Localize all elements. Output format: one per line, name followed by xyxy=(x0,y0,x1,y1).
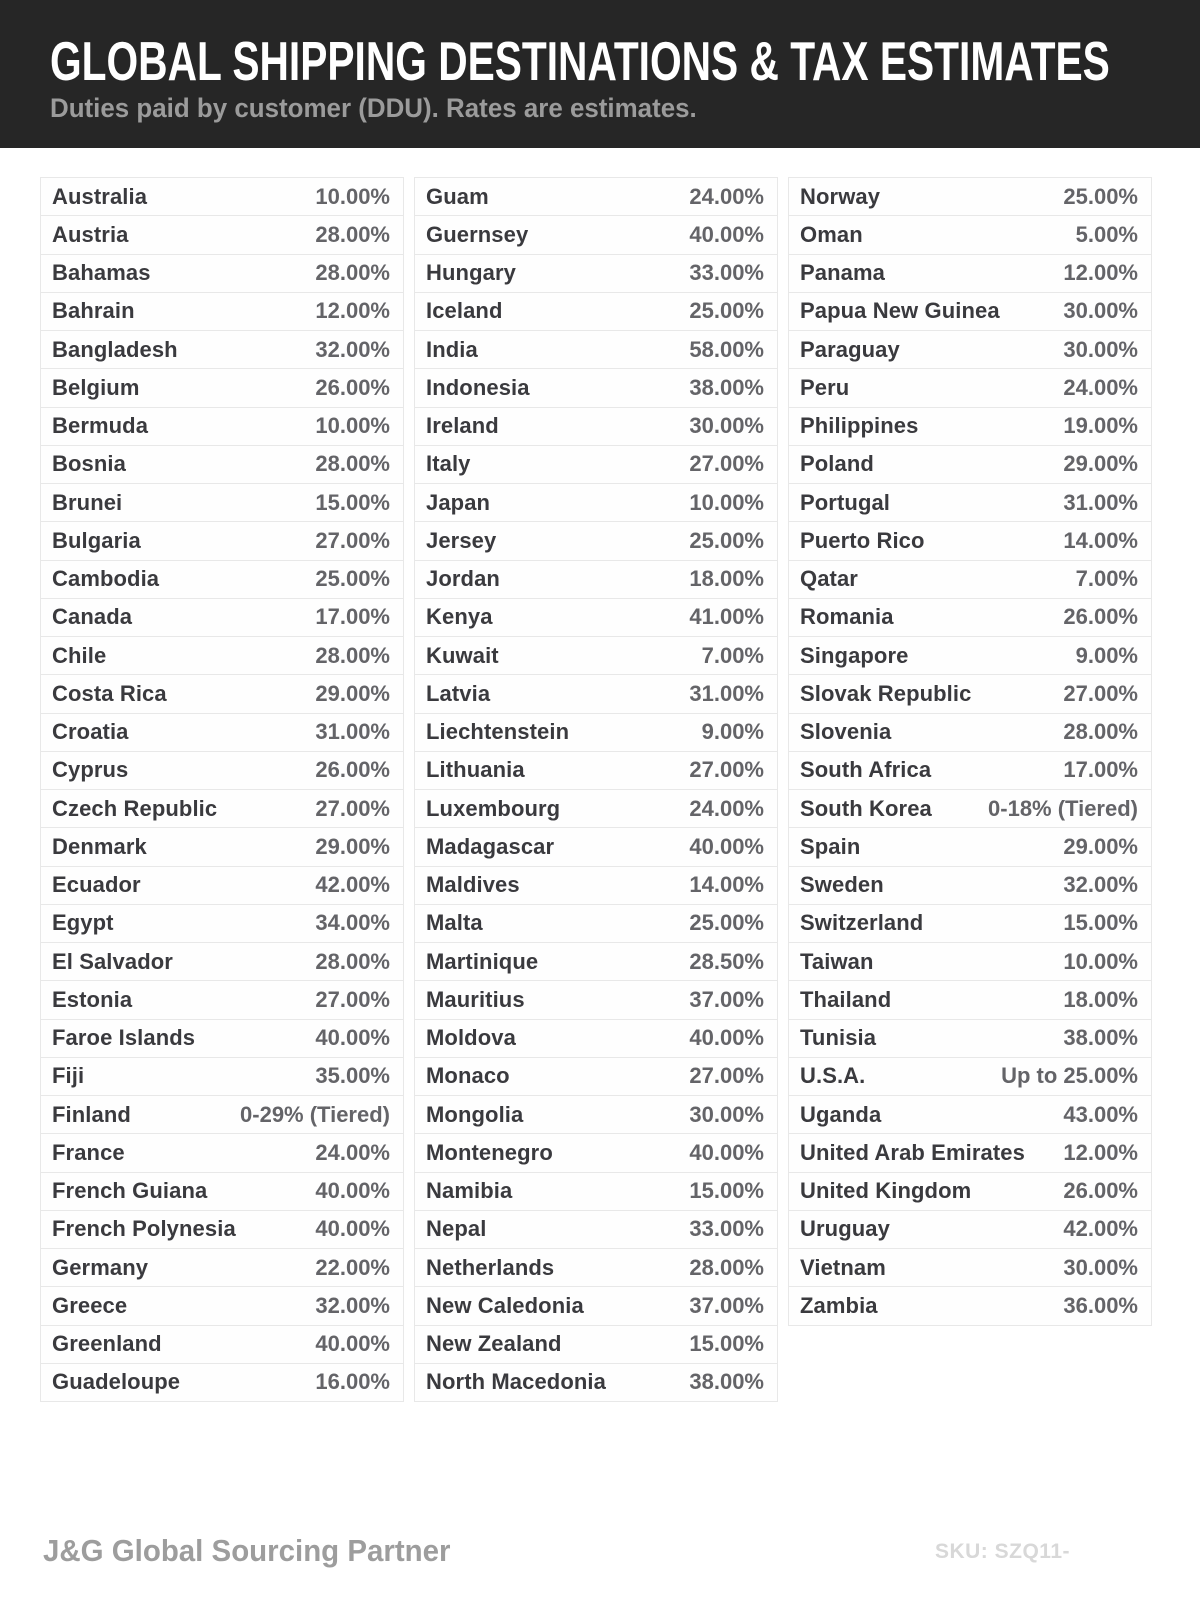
country-name: North Macedonia xyxy=(426,1369,606,1395)
country-name: Japan xyxy=(426,489,491,515)
country-name: Netherlands xyxy=(426,1254,555,1280)
sku-label: SKU: SZQ11- xyxy=(934,1540,1070,1563)
country-name: Switzerland xyxy=(800,910,924,936)
rates-column-2 xyxy=(414,177,778,1402)
tax-rate: 33.00% xyxy=(689,260,764,286)
country-name: Czech Republic xyxy=(52,795,218,821)
country-name: Romania xyxy=(800,604,894,630)
country-name: Tunisia xyxy=(800,1025,877,1051)
table-row xyxy=(788,1172,1152,1211)
tax-rate: 24.00% xyxy=(315,1139,390,1165)
table-row xyxy=(414,521,778,560)
table-row xyxy=(414,866,778,905)
country-name: Vietnam xyxy=(800,1254,886,1280)
table-row xyxy=(40,177,404,216)
country-name: Thailand xyxy=(800,986,892,1012)
tax-rate: 27.00% xyxy=(689,757,764,783)
table-row xyxy=(40,980,404,1019)
table-row xyxy=(414,483,778,522)
tax-rate: 24.00% xyxy=(1063,374,1138,400)
table-row xyxy=(788,866,1152,905)
brand-name: J&G Global Sourcing Partner xyxy=(43,1533,451,1568)
table-row xyxy=(414,1325,778,1364)
country-name: Guadeloupe xyxy=(52,1369,181,1395)
table-row xyxy=(414,751,778,790)
tax-rate: 28.50% xyxy=(689,948,764,974)
country-name: United Kingdom xyxy=(800,1178,972,1204)
country-name: Costa Rica xyxy=(52,680,167,706)
tax-rate: 40.00% xyxy=(315,1178,390,1204)
tax-rate: 19.00% xyxy=(1063,413,1138,439)
table-row xyxy=(40,254,404,293)
tax-rate: 38.00% xyxy=(1063,1025,1138,1051)
table-row xyxy=(788,330,1152,369)
country-name: Zambia xyxy=(800,1292,878,1318)
table-row xyxy=(788,407,1152,446)
country-name: Italy xyxy=(426,451,471,477)
table-row xyxy=(414,1019,778,1058)
tax-rate: 14.00% xyxy=(1063,527,1138,553)
table-row xyxy=(414,1286,778,1325)
table-row xyxy=(414,330,778,369)
country-name: Slovak Republic xyxy=(800,680,972,706)
table-row xyxy=(788,598,1152,637)
table-row xyxy=(414,1210,778,1249)
country-name: Bermuda xyxy=(52,413,149,439)
tax-rate: 32.00% xyxy=(315,336,390,362)
country-name: Kenya xyxy=(426,604,493,630)
table-row xyxy=(788,1019,1152,1058)
tax-rate: 42.00% xyxy=(1063,1216,1138,1242)
tax-rate: 30.00% xyxy=(689,1101,764,1127)
country-name: Poland xyxy=(800,451,874,477)
country-name: Peru xyxy=(800,374,850,400)
tax-rate: 30.00% xyxy=(1063,298,1138,324)
table-row xyxy=(40,1325,404,1364)
country-name: Lithuania xyxy=(426,757,525,783)
tax-rate: 12.00% xyxy=(1063,260,1138,286)
country-name: South Africa xyxy=(800,757,932,783)
table-row xyxy=(40,1133,404,1172)
table-row xyxy=(414,445,778,484)
country-name: Jersey xyxy=(426,527,497,553)
table-row xyxy=(414,215,778,254)
rates-column-3 xyxy=(788,177,1152,1402)
country-name: Uruguay xyxy=(800,1216,890,1242)
tax-rate: 30.00% xyxy=(1063,336,1138,362)
tax-rate: 38.00% xyxy=(689,374,764,400)
tax-rate: 33.00% xyxy=(689,1216,764,1242)
tax-rate: 29.00% xyxy=(1063,451,1138,477)
country-name: New Caledonia xyxy=(426,1292,584,1318)
table-row xyxy=(788,751,1152,790)
tax-rate: 31.00% xyxy=(1063,489,1138,515)
country-name: Luxembourg xyxy=(426,795,561,821)
tax-rate: 28.00% xyxy=(1063,719,1138,745)
tax-rate: 40.00% xyxy=(315,1331,390,1357)
country-name: Guernsey xyxy=(426,221,529,247)
table-row xyxy=(40,368,404,407)
tax-rate: 40.00% xyxy=(315,1216,390,1242)
country-name: Cambodia xyxy=(52,566,160,592)
table-row xyxy=(788,1286,1152,1325)
table-row xyxy=(788,1057,1152,1096)
tax-rate: 37.00% xyxy=(689,1292,764,1318)
country-name: Ecuador xyxy=(52,872,141,898)
table-row xyxy=(414,980,778,1019)
country-name: Oman xyxy=(800,221,863,247)
tax-rate: 35.00% xyxy=(315,1063,390,1089)
table-row xyxy=(788,827,1152,866)
country-name: Bahrain xyxy=(52,298,135,324)
country-name: Kuwait xyxy=(426,642,499,668)
tax-rate: 15.00% xyxy=(689,1178,764,1204)
country-name: Ireland xyxy=(426,413,499,439)
country-name: Austria xyxy=(52,221,129,247)
country-name: South Korea xyxy=(800,795,932,821)
table-row xyxy=(40,598,404,637)
country-name: Canada xyxy=(52,604,133,630)
tax-rate: 28.00% xyxy=(315,221,390,247)
table-row xyxy=(788,177,1152,216)
country-name: Malta xyxy=(426,910,483,936)
tax-rate: 9.00% xyxy=(1075,642,1138,668)
table-row xyxy=(788,521,1152,560)
table-row xyxy=(788,636,1152,675)
table-row xyxy=(40,560,404,599)
table-row xyxy=(414,674,778,713)
tax-rate: 30.00% xyxy=(1063,1254,1138,1280)
country-name: Sweden xyxy=(800,872,884,898)
table-row xyxy=(414,1095,778,1134)
country-name: Australia xyxy=(52,183,148,209)
country-name: Greenland xyxy=(52,1331,162,1357)
tax-rate: 25.00% xyxy=(689,298,764,324)
table-row xyxy=(40,713,404,752)
country-name: French Polynesia xyxy=(52,1216,236,1242)
tax-rate: 15.00% xyxy=(315,489,390,515)
tax-rate: 58.00% xyxy=(689,336,764,362)
tax-rate: 27.00% xyxy=(689,451,764,477)
country-name: Qatar xyxy=(800,566,858,592)
tax-rate: 16.00% xyxy=(315,1369,390,1395)
tax-rate: 31.00% xyxy=(315,719,390,745)
country-name: U.S.A. xyxy=(800,1063,866,1089)
tax-rate: 15.00% xyxy=(689,1331,764,1357)
tax-rate: 41.00% xyxy=(689,604,764,630)
table-row xyxy=(788,980,1152,1019)
tax-rate: 28.00% xyxy=(315,642,390,668)
tax-rate: 17.00% xyxy=(1063,757,1138,783)
table-row xyxy=(788,674,1152,713)
tax-rate: 26.00% xyxy=(1063,1178,1138,1204)
table-row xyxy=(40,789,404,828)
tax-rate: 40.00% xyxy=(315,1025,390,1051)
table-row xyxy=(788,483,1152,522)
tax-rate: 28.00% xyxy=(315,948,390,974)
tax-rate: 37.00% xyxy=(689,986,764,1012)
table-row xyxy=(414,827,778,866)
country-name: El Salvador xyxy=(52,948,173,974)
country-name: Brunei xyxy=(52,489,123,515)
country-name: Spain xyxy=(800,833,861,859)
country-name: Nepal xyxy=(426,1216,487,1242)
table-row xyxy=(788,904,1152,943)
table-row xyxy=(40,483,404,522)
tax-rate: 5.00% xyxy=(1075,221,1138,247)
tax-rate: 32.00% xyxy=(315,1292,390,1318)
tax-rate: 28.00% xyxy=(315,451,390,477)
tax-rate: Up to 25.00% xyxy=(1001,1063,1138,1089)
tax-rate: 29.00% xyxy=(315,680,390,706)
tax-rate: 40.00% xyxy=(689,1139,764,1165)
tax-rate: 34.00% xyxy=(315,910,390,936)
tax-rate: 7.00% xyxy=(701,642,764,668)
table-row xyxy=(40,674,404,713)
tax-rate: 10.00% xyxy=(689,489,764,515)
country-name: Finland xyxy=(52,1101,131,1127)
table-row xyxy=(40,751,404,790)
table-row xyxy=(40,942,404,981)
table-row xyxy=(414,789,778,828)
country-name: Puerto Rico xyxy=(800,527,925,553)
tax-rate: 0-29% (Tiered) xyxy=(240,1101,390,1127)
country-name: Panama xyxy=(800,260,885,286)
tax-rate: 14.00% xyxy=(689,872,764,898)
country-name: Croatia xyxy=(52,719,129,745)
country-name: Bangladesh xyxy=(52,336,178,362)
tax-rate: 12.00% xyxy=(1063,1139,1138,1165)
country-name: Maldives xyxy=(426,872,520,898)
table-row xyxy=(788,215,1152,254)
tax-rate: 18.00% xyxy=(1063,986,1138,1012)
tax-rate: 22.00% xyxy=(315,1254,390,1280)
table-row xyxy=(414,177,778,216)
country-name: Cyprus xyxy=(52,757,129,783)
country-name: Bahamas xyxy=(52,260,151,286)
tax-rate: 40.00% xyxy=(689,221,764,247)
table-row xyxy=(788,713,1152,752)
table-row xyxy=(40,866,404,905)
table-row xyxy=(788,254,1152,293)
tax-rates-table xyxy=(0,148,1200,1402)
tax-rate: 24.00% xyxy=(689,795,764,821)
page-subtitle: Duties paid by customer (DDU). Rates are estimates. xyxy=(50,93,697,123)
tax-rate: 25.00% xyxy=(1063,183,1138,209)
country-name: Indonesia xyxy=(426,374,530,400)
table-row xyxy=(40,1248,404,1287)
country-name: Philippines xyxy=(800,413,919,439)
tax-rate: 42.00% xyxy=(315,872,390,898)
tax-rate: 18.00% xyxy=(689,566,764,592)
table-row xyxy=(788,1248,1152,1287)
country-name: Mongolia xyxy=(426,1101,524,1127)
tax-rate: 26.00% xyxy=(1063,604,1138,630)
tax-rate: 15.00% xyxy=(1063,910,1138,936)
tax-rate: 26.00% xyxy=(315,757,390,783)
tax-rate: 30.00% xyxy=(689,413,764,439)
tax-rate: 25.00% xyxy=(315,566,390,592)
country-name: Moldova xyxy=(426,1025,516,1051)
tax-rate: 38.00% xyxy=(689,1369,764,1395)
table-row xyxy=(788,445,1152,484)
tax-rate: 28.00% xyxy=(315,260,390,286)
tax-rate: 29.00% xyxy=(1063,833,1138,859)
table-row xyxy=(40,1019,404,1058)
country-name: Mauritius xyxy=(426,986,525,1012)
tax-rate: 9.00% xyxy=(701,719,764,745)
country-name: Uganda xyxy=(800,1101,882,1127)
tax-rate: 28.00% xyxy=(689,1254,764,1280)
tax-rate: 27.00% xyxy=(315,527,390,553)
tax-rate: 27.00% xyxy=(315,986,390,1012)
country-name: Iceland xyxy=(426,298,503,324)
table-row xyxy=(788,789,1152,828)
country-name: Egypt xyxy=(52,910,114,936)
table-row xyxy=(40,521,404,560)
country-name: Germany xyxy=(52,1254,149,1280)
table-row xyxy=(414,560,778,599)
country-name: Bosnia xyxy=(52,451,126,477)
table-row xyxy=(40,1095,404,1134)
country-name: Martinique xyxy=(426,948,539,974)
header-banner xyxy=(0,0,1200,148)
country-name: India xyxy=(426,336,478,362)
table-row xyxy=(414,368,778,407)
tax-rate: 40.00% xyxy=(689,833,764,859)
country-name: Estonia xyxy=(52,986,133,1012)
tax-rate: 32.00% xyxy=(1063,872,1138,898)
country-name: Montenegro xyxy=(426,1139,553,1165)
table-row xyxy=(414,292,778,331)
table-row xyxy=(40,1286,404,1325)
table-row xyxy=(414,942,778,981)
table-row xyxy=(788,368,1152,407)
country-name: Norway xyxy=(800,183,881,209)
tax-rate: 40.00% xyxy=(689,1025,764,1051)
country-name: Namibia xyxy=(426,1178,513,1204)
table-row xyxy=(40,445,404,484)
table-row xyxy=(40,215,404,254)
country-name: Guam xyxy=(426,183,489,209)
tax-rate: 7.00% xyxy=(1075,566,1138,592)
tax-rate: 26.00% xyxy=(315,374,390,400)
table-row xyxy=(414,713,778,752)
table-row xyxy=(788,292,1152,331)
rates-column-1 xyxy=(40,177,404,1402)
table-row xyxy=(414,1057,778,1096)
tax-rate: 17.00% xyxy=(315,604,390,630)
tax-rate: 10.00% xyxy=(315,413,390,439)
table-row xyxy=(40,1363,404,1402)
country-name: French Guiana xyxy=(52,1178,208,1204)
tax-rate: 12.00% xyxy=(315,298,390,324)
country-name: Paraguay xyxy=(800,336,900,362)
country-name: Fiji xyxy=(52,1063,85,1089)
table-row xyxy=(788,1133,1152,1172)
country-name: Latvia xyxy=(426,680,491,706)
table-row xyxy=(40,1210,404,1249)
table-row xyxy=(40,407,404,446)
table-row xyxy=(40,292,404,331)
table-row xyxy=(788,560,1152,599)
table-row xyxy=(414,904,778,943)
country-name: Jordan xyxy=(426,566,500,592)
country-name: Faroe Islands xyxy=(52,1025,196,1051)
tax-rate: 25.00% xyxy=(689,527,764,553)
table-row xyxy=(414,598,778,637)
tax-rate: 43.00% xyxy=(1063,1101,1138,1127)
table-row xyxy=(414,254,778,293)
table-row xyxy=(788,942,1152,981)
tax-rate: 29.00% xyxy=(315,833,390,859)
country-name: Taiwan xyxy=(800,948,874,974)
country-name: France xyxy=(52,1139,125,1165)
table-row xyxy=(40,330,404,369)
table-row xyxy=(40,904,404,943)
table-row xyxy=(40,636,404,675)
tax-rate: 10.00% xyxy=(315,183,390,209)
table-row xyxy=(414,636,778,675)
tax-rate: 10.00% xyxy=(1063,948,1138,974)
table-row xyxy=(414,407,778,446)
country-name: Denmark xyxy=(52,833,147,859)
country-name: Greece xyxy=(52,1292,128,1318)
country-name: Hungary xyxy=(426,260,516,286)
table-row xyxy=(788,1095,1152,1134)
tax-rate: 31.00% xyxy=(689,680,764,706)
table-row xyxy=(40,827,404,866)
tax-rate: 25.00% xyxy=(689,910,764,936)
table-row xyxy=(40,1172,404,1211)
country-name: Slovenia xyxy=(800,719,892,745)
country-name: Portugal xyxy=(800,489,891,515)
country-name: Belgium xyxy=(52,374,140,400)
tax-rate: 24.00% xyxy=(689,183,764,209)
country-name: Papua New Guinea xyxy=(800,298,1000,324)
page-title: GLOBAL SHIPPING DESTINATIONS & TAX ESTIMATES xyxy=(50,30,1110,92)
tax-rate: 27.00% xyxy=(315,795,390,821)
country-name: United Arab Emirates xyxy=(800,1139,1025,1165)
table-row xyxy=(788,1210,1152,1249)
country-name: Singapore xyxy=(800,642,909,668)
tax-rate: 36.00% xyxy=(1063,1292,1138,1318)
table-row xyxy=(414,1363,778,1402)
country-name: Madagascar xyxy=(426,833,555,859)
country-name: Monaco xyxy=(426,1063,510,1089)
country-name: New Zealand xyxy=(426,1331,562,1357)
tax-rate: 0-18% (Tiered) xyxy=(988,795,1138,821)
table-row xyxy=(414,1248,778,1287)
tax-rate: 27.00% xyxy=(1063,680,1138,706)
country-name: Liechtenstein xyxy=(426,719,570,745)
table-row xyxy=(414,1172,778,1211)
table-row xyxy=(414,1133,778,1172)
tax-rate: 27.00% xyxy=(689,1063,764,1089)
country-name: Chile xyxy=(52,642,107,668)
table-row xyxy=(40,1057,404,1096)
country-name: Bulgaria xyxy=(52,527,141,553)
